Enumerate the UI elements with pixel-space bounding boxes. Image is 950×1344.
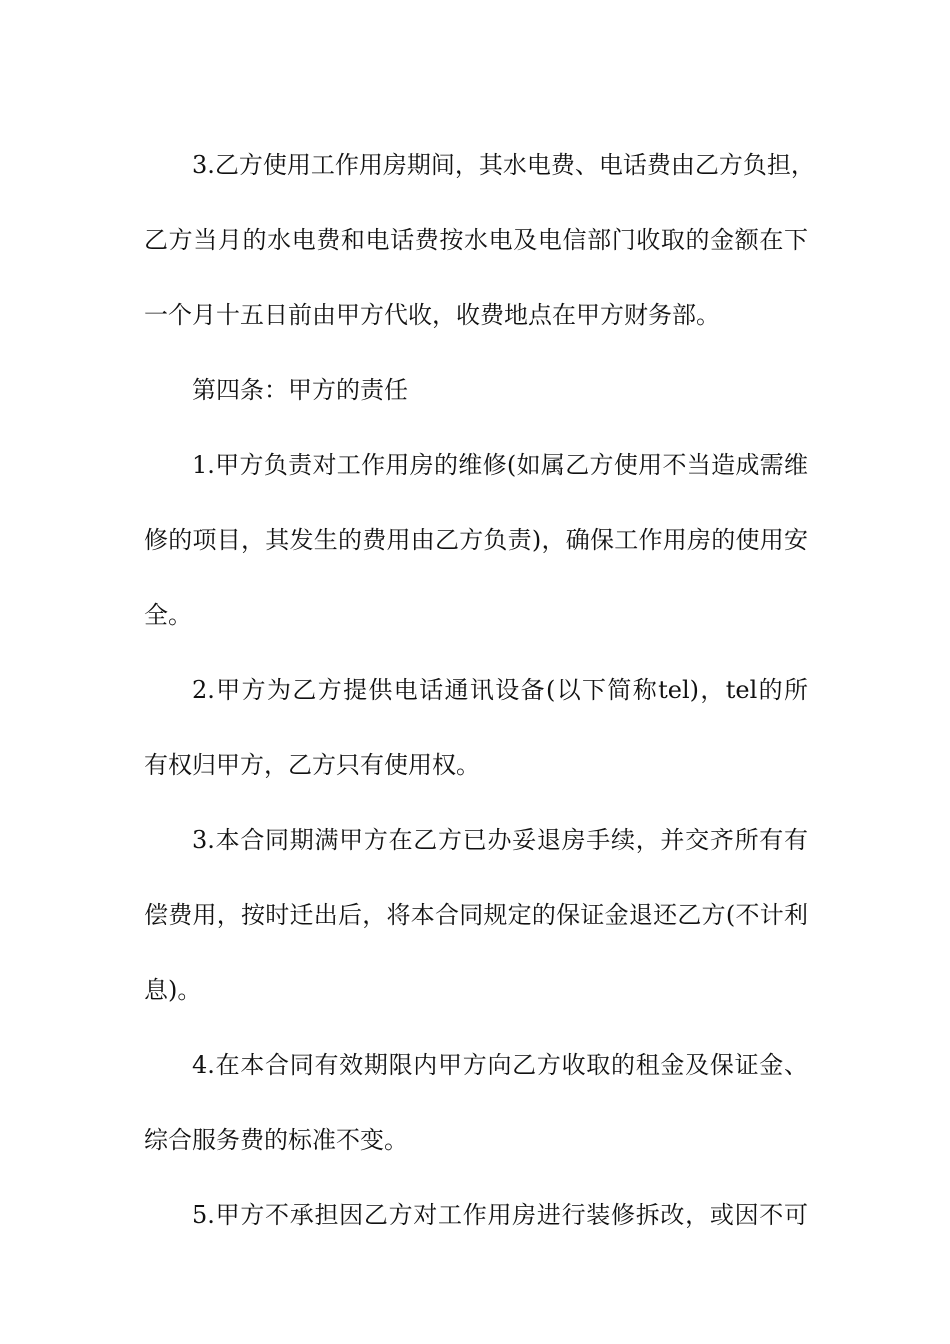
text-line: 综合服务费的标准不变。: [144, 1126, 408, 1154]
text-line: 5.甲方不承担因乙方对工作用房进行装修拆改，或因不可: [192, 1201, 808, 1229]
text-line: 有权归甲方，乙方只有使用权。: [144, 751, 480, 779]
text-line: 3.乙方使用工作用房期间，其水电费、电话费由乙方负担，: [192, 151, 815, 179]
document-body: [144, 128, 815, 1253]
text-line: 乙方当月的水电费和电话费按水电及电信部门收取的金额在下: [144, 226, 808, 254]
text-line: 2.甲方为乙方提供电话通讯设备(以下简称tel)，tel的所: [192, 676, 808, 704]
text-line: 全。: [144, 601, 192, 629]
text-line: 3.本合同期满甲方在乙方已办妥退房手续，并交齐所有有: [192, 826, 808, 854]
text-line: 偿费用，按时迁出后，将本合同规定的保证金退还乙方(不计利: [144, 901, 808, 929]
section-heading: 第四条：甲方的责任: [192, 376, 408, 404]
text-line: 1.甲方负责对工作用房的维修(如属乙方使用不当造成需维: [192, 451, 808, 479]
text-line: 息)。: [144, 976, 202, 1004]
text-line: 修的项目，其发生的费用由乙方负责)，确保工作用房的使用安: [144, 526, 808, 554]
text-line: 一个月十五日前由甲方代收，收费地点在甲方财务部。: [144, 301, 720, 329]
text-line: 4.在本合同有效期限内甲方向乙方收取的租金及保证金、: [192, 1051, 808, 1079]
